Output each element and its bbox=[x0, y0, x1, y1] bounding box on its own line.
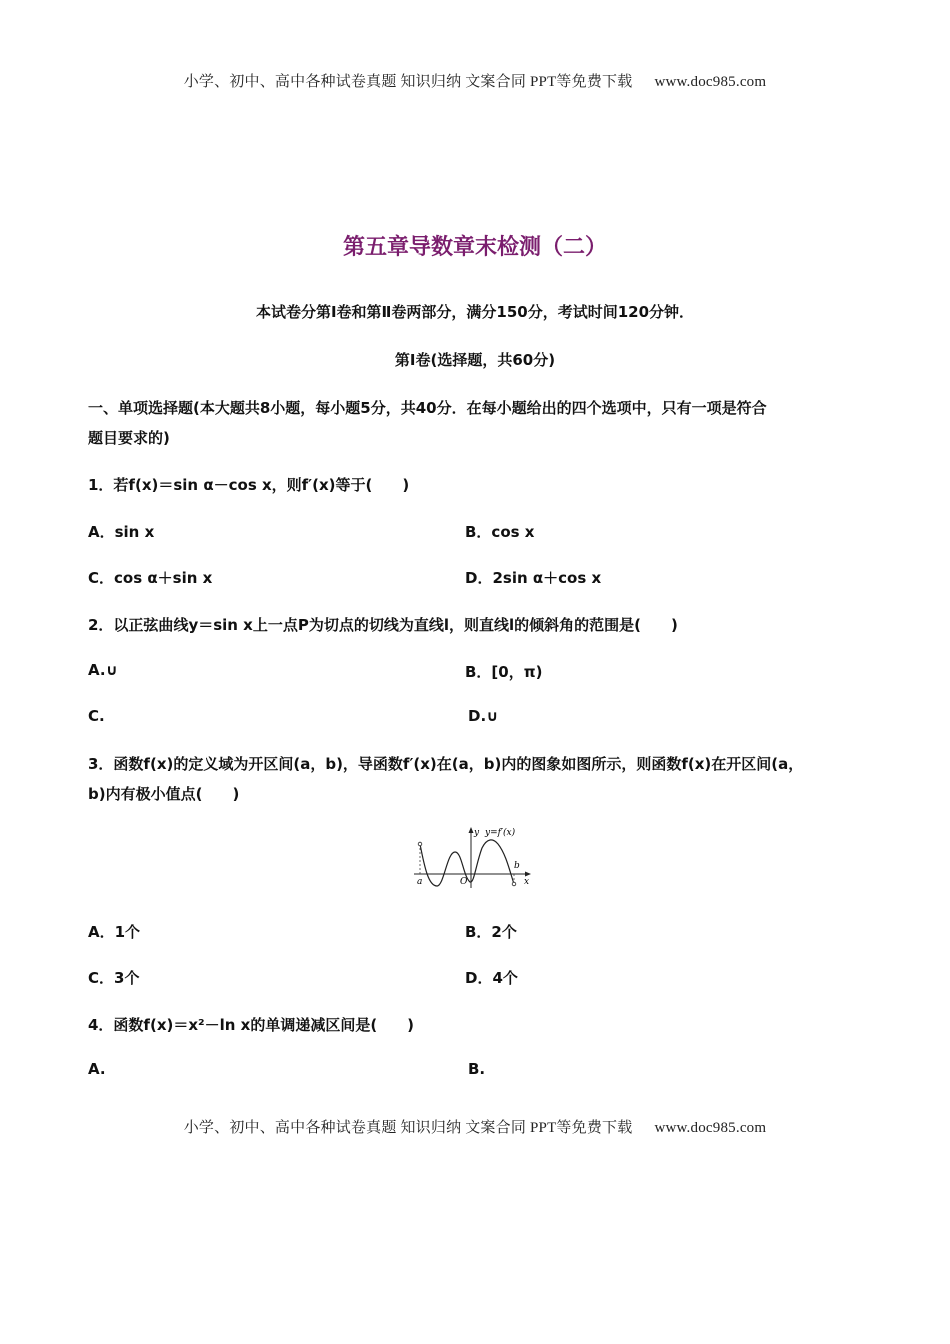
section-heading-line1: 一、单项选择题(本大题共8小题，每小题5分，共40分．在每小题给出的四个选项中，只有一项是符合 bbox=[88, 399, 767, 417]
question-2-stem: 2．以正弦曲线y＝sin x上一点P为切点的切线为直线l，则直线l的倾斜角的范围是( ) bbox=[88, 616, 678, 634]
question-2-option-d[interactable]: D.∪ bbox=[468, 707, 499, 725]
question-2-option-c[interactable]: C. bbox=[88, 707, 105, 725]
graph-label-x: x bbox=[524, 877, 530, 887]
section-heading-line2: 题目要求的) bbox=[88, 429, 170, 447]
question-1-option-d[interactable]: D．2sin α＋cos x bbox=[465, 569, 602, 587]
endpoint-a-marker bbox=[418, 842, 422, 846]
graph-label-y: y bbox=[474, 828, 480, 838]
question-4-stem: 4．函数f(x)＝x²－ln x的单调递减区间是( ) bbox=[88, 1016, 415, 1034]
part-one-heading: 第Ⅰ卷(选择题，共60分) bbox=[394, 351, 556, 369]
question-3-option-a[interactable]: A．1个 bbox=[88, 923, 141, 941]
question-3-option-c[interactable]: C．3个 bbox=[88, 969, 140, 987]
question-3-option-b[interactable]: B．2个 bbox=[465, 923, 517, 941]
question-2-option-b[interactable]: B．[0，π) bbox=[465, 663, 543, 681]
x-axis-arrow-icon bbox=[525, 872, 531, 877]
question-1-option-a[interactable]: A．sin x bbox=[88, 523, 155, 541]
header-site-link[interactable]: www.doc985.com bbox=[654, 74, 767, 90]
graph-label-origin: O bbox=[460, 877, 468, 887]
question-4-option-b[interactable]: B. bbox=[468, 1060, 486, 1078]
question-3-option-d[interactable]: D．4个 bbox=[465, 969, 518, 987]
footer-site-link[interactable]: www.doc985.com bbox=[654, 1120, 767, 1136]
question-4-option-a[interactable]: A. bbox=[88, 1060, 106, 1078]
page-footer bbox=[0, 1116, 950, 1137]
question-2-option-a[interactable]: A.∪ bbox=[88, 661, 118, 679]
question-1-option-c[interactable]: C．cos α＋sin x bbox=[88, 569, 213, 587]
footer-text: 小学、初中、高中各种试卷真题 知识归纳 文案合同 PPT等免费下载 bbox=[183, 1120, 633, 1136]
derivative-graph-figure bbox=[410, 822, 535, 892]
y-axis-arrow-icon bbox=[469, 827, 474, 833]
exam-intro: 本试卷分第Ⅰ卷和第Ⅱ卷两部分，满分150分，考试时间120分钟． bbox=[255, 303, 695, 321]
page-header bbox=[0, 70, 950, 91]
question-3-stem-line2: b)内有极小值点( ) bbox=[88, 785, 240, 803]
header-text: 小学、初中、高中各种试卷真题 知识归纳 文案合同 PPT等免费下载 bbox=[183, 74, 633, 90]
endpoint-b-marker bbox=[512, 882, 516, 886]
graph-label-a: a bbox=[417, 877, 423, 887]
graph-label-b: b bbox=[514, 861, 520, 871]
question-1-option-b[interactable]: B．cos x bbox=[465, 523, 535, 541]
page-title: 第五章导数章末检测（二） bbox=[342, 235, 607, 260]
graph-label-curve: y=f′(x) bbox=[485, 828, 516, 838]
question-1-stem: 1．若f(x)＝sin α－cos x，则f′(x)等于( ) bbox=[88, 476, 410, 494]
question-3-stem-line1: 3．函数f(x)的定义域为开区间(a，b)，导函数f′(x)在(a，b)内的图象如图所示，则函数f(x)在开区间(a， bbox=[88, 755, 804, 773]
